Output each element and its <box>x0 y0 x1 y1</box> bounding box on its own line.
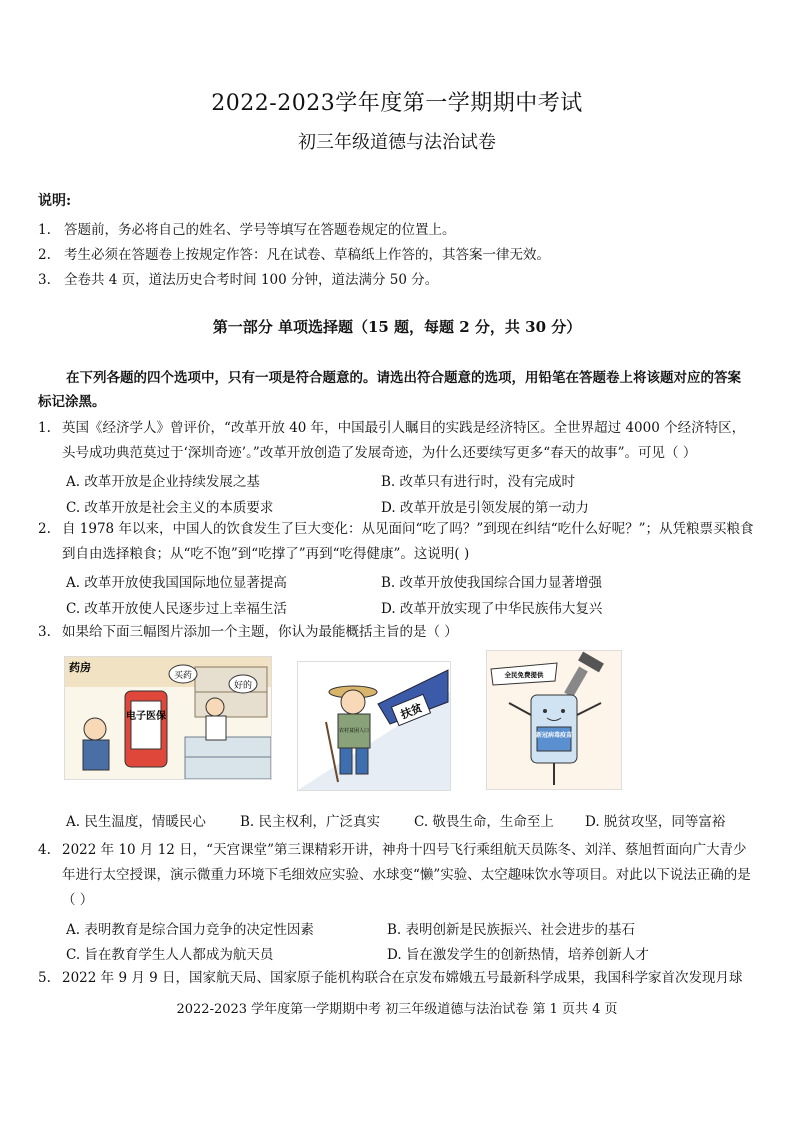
option-c: C. 敬畏生命，生命至上 <box>414 814 554 830</box>
note-number: 2. <box>38 247 51 263</box>
option-c: C. 改革开放使人民逐步过上幸福生活 <box>66 601 287 617</box>
question-5 <box>38 966 754 991</box>
option-c: C. 改革开放是社会主义的本质要求 <box>66 500 274 516</box>
hand-label: 扶贫 <box>398 701 425 722</box>
vial-label: 新冠病毒疫苗 <box>535 732 573 739</box>
option-d: D. 改革开放是引领发展的第一动力 <box>381 500 589 516</box>
banner-text: 全民免费提供 <box>504 671 544 679</box>
option-d: D. 改革开放实现了中华民族伟大复兴 <box>381 601 603 617</box>
page-footer: 2022-2023 学年度第一学期期中考 初三年级道德与法治试卷 第 1 页共 4 页 <box>176 1002 618 1017</box>
question-1 <box>38 416 754 466</box>
option-a: A. 民生温度，情暖民心 <box>66 814 206 830</box>
speech-bubble-buy: 买药 <box>173 671 193 681</box>
page-subtitle: 初三年级道德与法治试卷 <box>298 132 496 153</box>
pharmacy-sign: 药房 <box>69 661 91 674</box>
option-a: A. 表明教育是综合国力竞争的决定性因素 <box>66 922 314 938</box>
question-number: 2. <box>38 521 51 537</box>
phone-label: 电子医保 <box>126 711 166 722</box>
option-d: D. 旨在激发学生的创新热情，培养创新人才 <box>387 947 649 963</box>
question-number: 5. <box>38 970 51 986</box>
shirt-label: 农村贫困人口 <box>338 728 370 734</box>
question-number: 3. <box>38 624 51 640</box>
question-4 <box>38 838 754 913</box>
question-text: 自 1978 年以来，中国人的饮食发生了巨大变化：从见面问“吃了吗？”到现在纠结“吃什么好呢？”；从凭粮票买粮食到自由选择粮食；从“吃不饱”到“吃撑了”再到“吃得健康”。这说明( ) <box>62 521 754 562</box>
question-text: 2022 年 9 月 9 日，国家航天局、国家原子能机构联合在京发布嫦娥五号最新科学成果，我国科学家首次发现月球 <box>62 970 743 986</box>
cartoon-pharmacy-image <box>64 656 272 780</box>
option-a: A. 改革开放是企业持续发展之基 <box>66 474 260 490</box>
option-d: D. 脱贫攻坚，同等富裕 <box>585 814 726 830</box>
part-heading: 第一部分 单项选择题（15 题，每题 2 分，共 30 分） <box>212 318 582 336</box>
note-item <box>38 243 550 263</box>
part-instruction: 在下列各题的四个选项中，只有一项是符合题意的。请选出符合题意的选项，用铅笔在答题卷上将该题对应的答案标记涂黑。 <box>38 370 741 410</box>
notes-heading: 说明: <box>38 193 72 209</box>
note-item <box>38 268 438 288</box>
question-text: 2022 年 10 月 12 日，“天宫课堂”第三课精彩开讲，神舟十四号飞行乘组航天员陈冬、刘洋、蔡旭哲面向广大青少年进行太空授课，演示微重力环境下毛细效应实验、水球变“懒”实验、太空趣味饮水等项目。对此以下说法正确的是（ ） <box>62 842 751 908</box>
option-b: B. 改革只有进行时，没有完成时 <box>381 474 576 490</box>
question-text: 英国《经济学人》曾评价，“改革开放 40 年，中国最引人瞩目的实践是经济特区。全世界超过 4000 个经济特区，头号成功典范莫过于‘深圳奇迹’。”改革开放创造了发展奇迹，为什么还要续写更多“春天的故事”。可见（ ） <box>62 420 746 461</box>
question-number: 1. <box>38 420 51 436</box>
note-text: 全卷共 4 页，道法历史合考时间 100 分钟，道法满分 50 分。 <box>64 272 439 288</box>
cartoon-poverty-alleviation-image <box>297 661 451 791</box>
question-text: 如果给下面三幅图片添加一个主题，你认为最能概括主旨的是（ ） <box>62 624 458 640</box>
note-text: 答题前，务必将自己的姓名、学号等填写在答题卷规定的位置上。 <box>64 222 456 238</box>
note-number: 1. <box>38 222 51 238</box>
speech-bubble-ok: 好的 <box>233 681 253 691</box>
option-a: A. 改革开放使我国国际地位显著提高 <box>66 575 287 591</box>
note-item <box>38 218 456 238</box>
question-2 <box>38 517 754 567</box>
question-number: 4. <box>38 842 51 858</box>
page-title: 2022-2023学年度第一学期期中考试 <box>211 91 583 116</box>
option-b: B. 民主权利，广泛真实 <box>240 814 381 830</box>
note-text: 考生必须在答题卷上按规定作答：凡在试卷、草稿纸上作答的，其答案一律无效。 <box>64 247 550 263</box>
cartoon-vaccine-image <box>486 650 622 790</box>
option-b: B. 改革开放使我国综合国力显著增强 <box>381 575 603 591</box>
option-b: B. 表明创新是民族振兴、社会进步的基石 <box>387 922 636 938</box>
option-c: C. 旨在教育学生人人都成为航天员 <box>66 947 274 963</box>
note-number: 3. <box>38 272 51 288</box>
question-3 <box>38 620 754 645</box>
